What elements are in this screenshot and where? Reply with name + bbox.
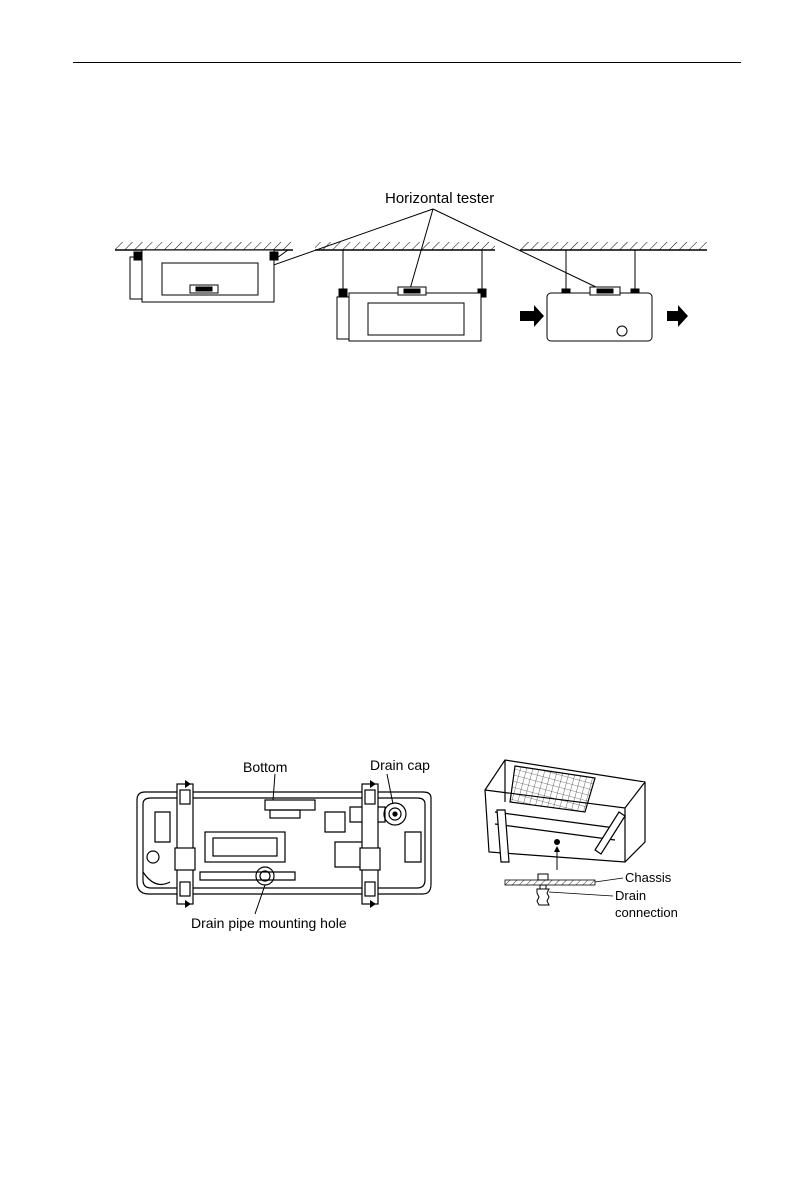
indoor-unit-3	[547, 250, 652, 341]
drain-pipe-hole-label: Drain pipe mounting hole	[191, 915, 347, 931]
ceiling-3	[520, 242, 707, 250]
outdoor-unit	[485, 760, 645, 862]
drain-label-line2: connection	[615, 905, 678, 920]
chassis-label: Chassis	[625, 870, 672, 885]
indoor-unit-1	[130, 250, 288, 302]
unit-bottom-view-drawing	[125, 752, 445, 932]
horizontal-installation-drawing	[110, 185, 710, 345]
ceiling-1	[115, 242, 293, 250]
bottom-label: Bottom	[243, 759, 288, 775]
drain-pipe-mounting-hole	[256, 867, 274, 885]
drain-label-line1: Drain	[615, 888, 647, 903]
drain-connector	[537, 874, 549, 905]
unit-bottom-view-figure	[125, 752, 445, 932]
ceiling-2	[315, 242, 495, 250]
drain-cap	[384, 803, 406, 825]
header-rule	[73, 62, 741, 63]
drain-connection-drawing	[475, 752, 705, 932]
bracket-arrows	[185, 780, 376, 908]
drain-connection-figure	[475, 752, 705, 932]
indoor-unit-2	[337, 250, 486, 341]
mounting-bracket-right	[360, 784, 380, 904]
drain-cap-label: Drain cap	[370, 757, 430, 773]
mounting-bracket-left	[175, 784, 195, 904]
horizontal-tester-label: Horizontal tester	[385, 190, 495, 207]
drain-hole	[554, 839, 560, 845]
horizontal-installation-figure	[110, 185, 710, 345]
airflow-in-arrow	[520, 305, 544, 327]
airflow-out-arrow	[667, 305, 688, 327]
chassis-leader	[595, 878, 623, 882]
chassis-plate	[505, 880, 595, 885]
drain-leader	[549, 892, 613, 896]
